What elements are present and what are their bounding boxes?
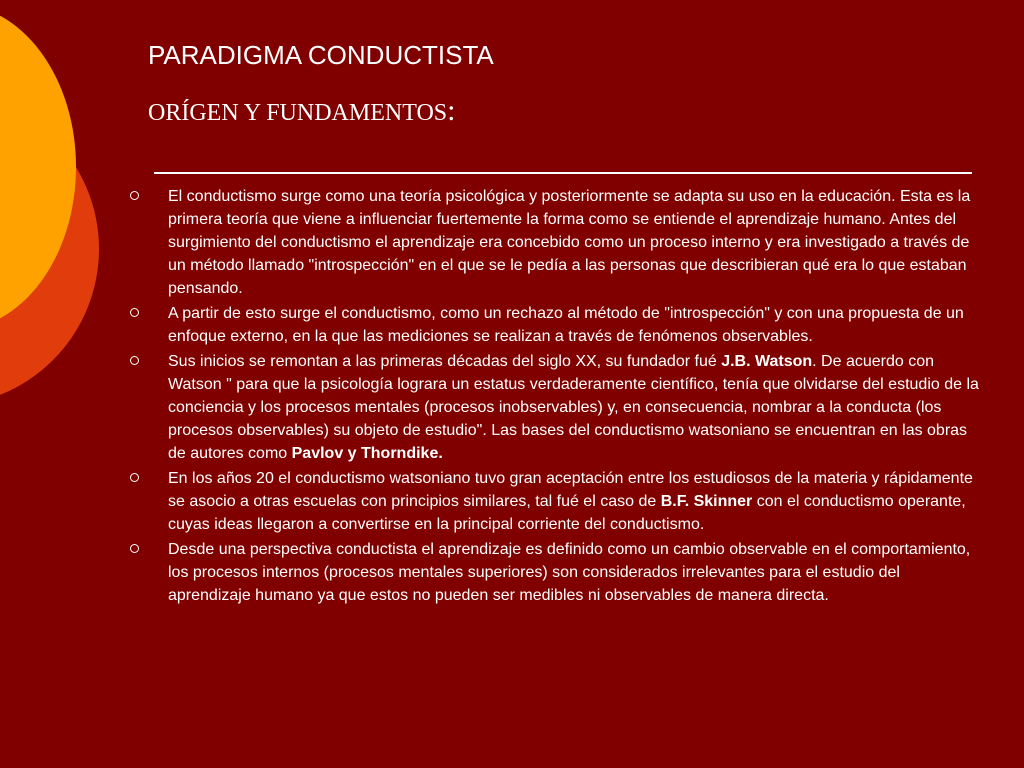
bullet-text: con el conductismo operante, cuyas ideas llegaron a convertirse en la principal corriente del conductismo. [168,493,966,533]
bullet-item [130,538,982,607]
bullet-list [130,185,982,609]
bullet-bold-name: J.B. Watson [721,353,813,370]
slide-subtitle-colon: : [447,94,456,127]
title-divider [154,172,972,174]
bullet-icon [130,544,139,553]
bullet-item [130,467,982,536]
bullet-item [130,302,982,348]
bullet-icon [130,473,139,482]
bullet-icon [130,191,139,200]
bullet-text: Sus inicios se remontan a las primeras décadas del siglo XX, su fundador fué [168,353,722,370]
slide-title: PARADIGMA CONDUCTISTA [148,40,494,70]
bullet-item [130,185,982,300]
bullet-icon [130,308,139,317]
bullet-text: . De acuerdo con Watson " para que la psicología lograra un estatus verdaderamente científico, tenía que olvidarse del estudio de la conciencia y los procesos mentales (procesos inobservables) y, en consecuencia, nombrar a la conducta (los procesos observables) su objeto de estudio". Las bases del conductismo watsoniano se encuentran en las obras de autores como [168,353,979,462]
slide-subtitle [148,96,455,128]
bullet-icon [130,356,139,365]
bullet-bold-name: B.F. Skinner [660,493,753,510]
bullet-item [130,350,982,465]
bullet-text: El conductismo surge como una teoría psicológica y posteriormente se adapta su uso en la educación. Esta es la primera teoría que viene a influenciar fuertemente la forma como se entiende el aprendizaje humano. Antes del surgimiento del conductismo el aprendizaje era concebido como un proceso interno y era investigado a través de un método llamado "introspección" en el que se le pedía a las personas que describieran qué era lo que estaban pensando. [168,188,971,297]
bullet-text: Desde una perspectiva conductista el aprendizaje es definido como un cambio observable en el comportamiento, los procesos internos (procesos mentales superiores) son considerados irrelevantes para el estudio del aprendizaje humano ya que estos no pueden ser medibles ni observables de manera directa. [168,541,971,604]
bullet-bold-name: Pavlov y Thorndike. [291,445,443,462]
bullet-text: A partir de esto surge el conductismo, como un rechazo al método de "introspección" y con una propuesta de un enfoque externo, en la que las mediciones se realizan a través de fenómenos observables. [168,305,964,345]
slide-subtitle-text: ORÍGEN Y FUNDAMENTOS [148,100,448,126]
bullet-text: En los años 20 el conductismo watsoniano tuvo gran aceptación entre los estudiosos de la materia y rápidamente se asocio a otras escuelas con principios similares, tal fué el caso de [168,470,973,510]
